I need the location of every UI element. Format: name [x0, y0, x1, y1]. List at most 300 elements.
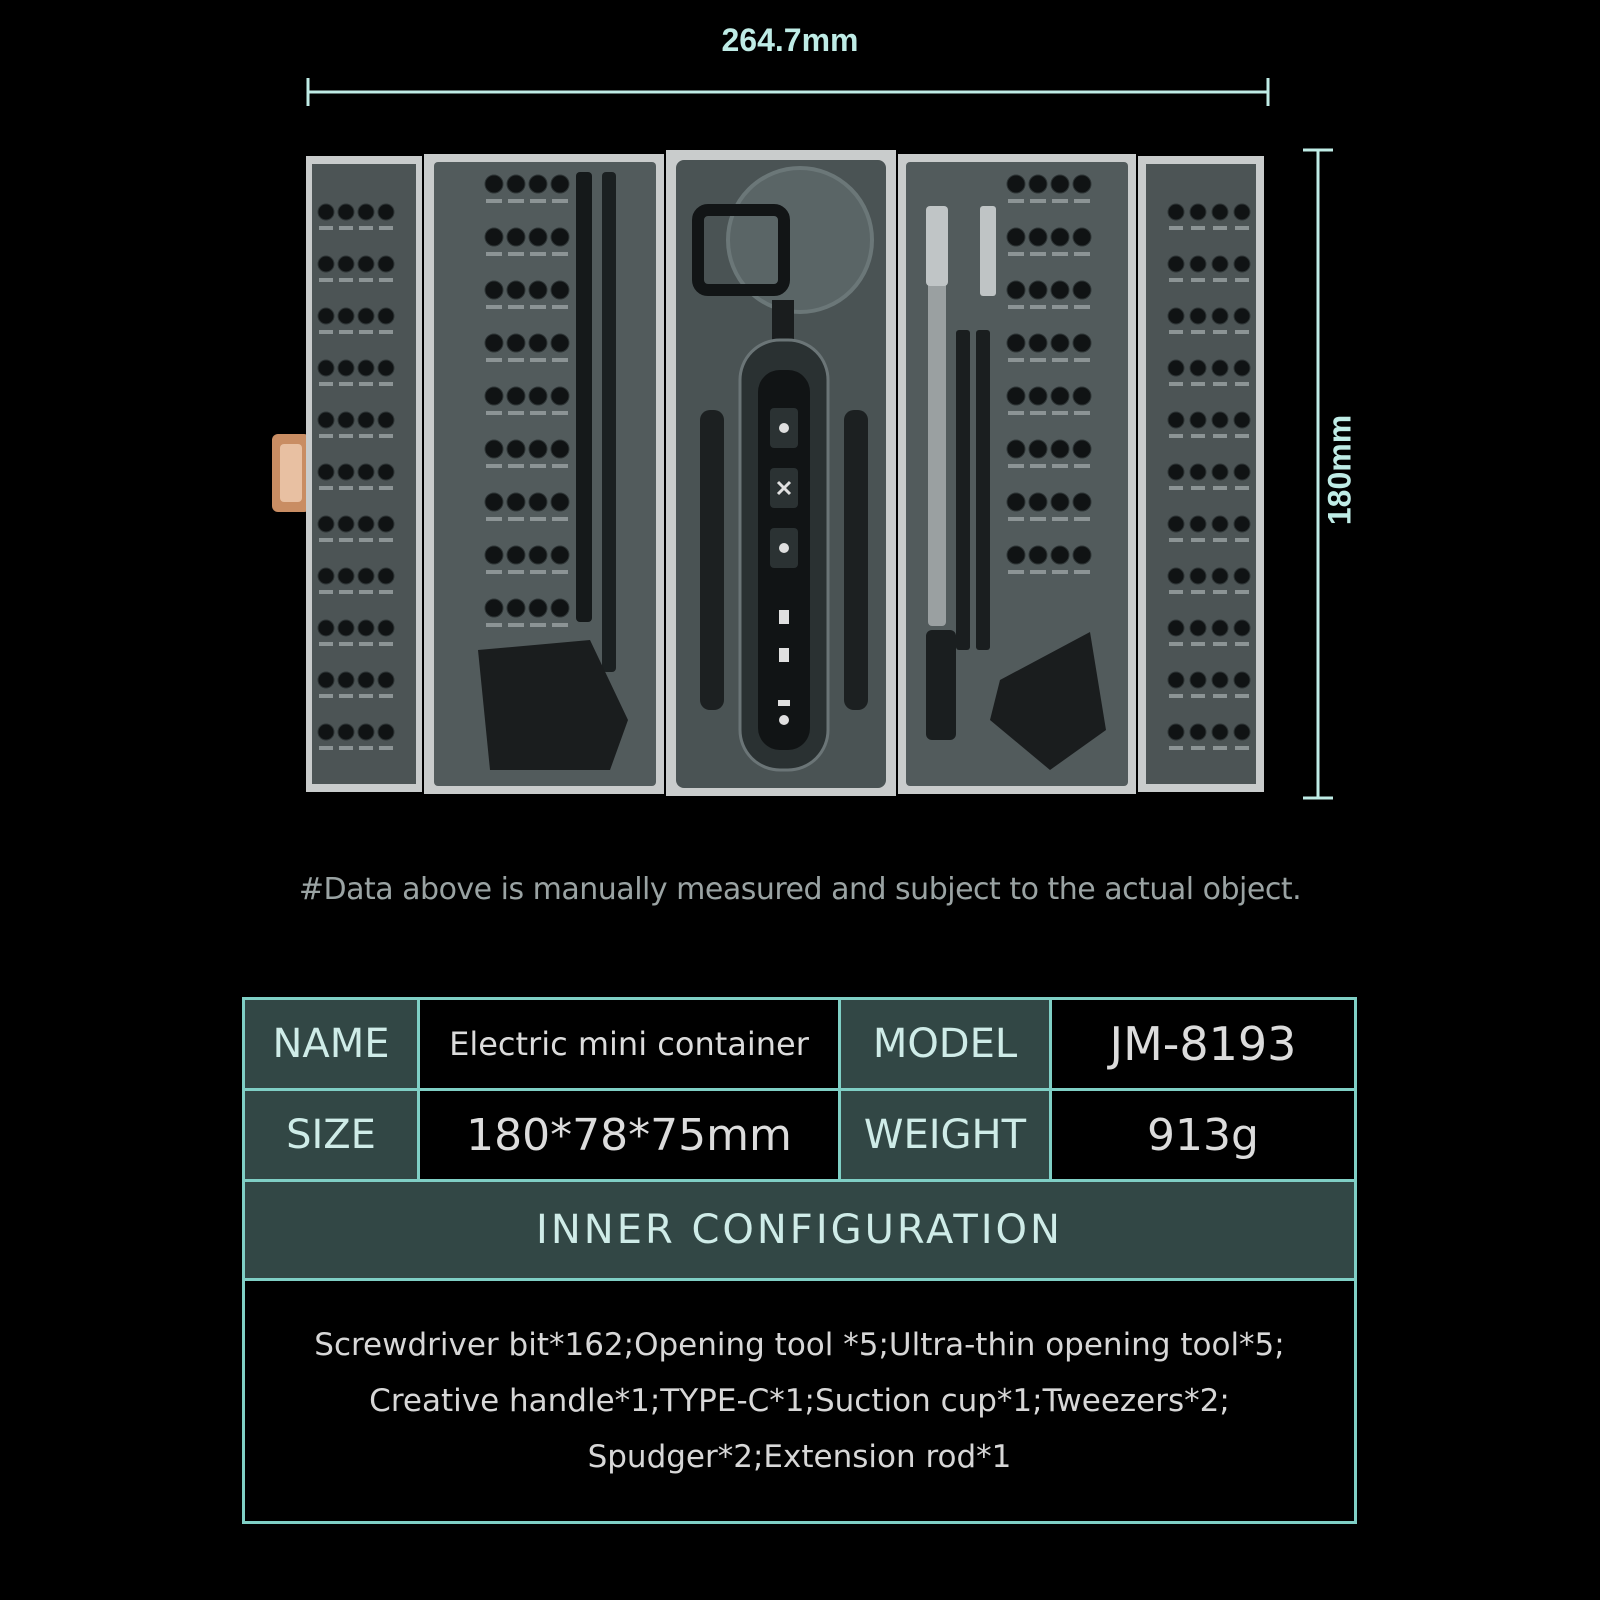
bit-marking — [530, 252, 546, 256]
screwdriver-bit — [1029, 228, 1047, 246]
bit-marking — [359, 642, 373, 646]
screwdriver-bit — [318, 204, 334, 220]
screwdriver-bit — [318, 516, 334, 532]
bit-marking — [339, 694, 353, 698]
screwdriver-bit — [1168, 724, 1184, 740]
bit-marking — [530, 623, 546, 627]
bit-marking — [1030, 411, 1046, 415]
screwdriver-bit — [1073, 175, 1091, 193]
bit-marking — [1052, 411, 1068, 415]
spec-row-size-weight — [244, 1090, 1356, 1181]
screwdriver-bit — [507, 599, 525, 617]
screwdriver-bit — [378, 308, 394, 324]
screwdriver-bit — [1190, 568, 1206, 584]
inner-config-line: Screwdriver bit*162;Opening tool *5;Ultra-thin opening tool*5; — [314, 1327, 1285, 1363]
center-handle-panel — [666, 150, 896, 796]
bit-marking — [1169, 330, 1183, 334]
bit-marking — [1052, 358, 1068, 362]
screwdriver-bit — [1168, 308, 1184, 324]
screwdriver-bit — [1051, 281, 1069, 299]
screwdriver-bit — [1029, 175, 1047, 193]
screwdriver-bit — [318, 568, 334, 584]
bit-marking — [319, 278, 333, 282]
bit-marking — [359, 590, 373, 594]
screwdriver-bit — [378, 568, 394, 584]
screwdriver-bit — [378, 464, 394, 480]
bit-marking — [1191, 330, 1205, 334]
size-label-cell: SIZE — [244, 1090, 419, 1181]
bit-marking — [1008, 199, 1024, 203]
screwdriver-bit — [338, 412, 354, 428]
latch-icon — [272, 434, 310, 512]
bit-marking — [552, 570, 568, 574]
bit-marking — [1008, 570, 1024, 574]
screwdriver-bit — [485, 599, 503, 617]
bit-marking — [1008, 464, 1024, 468]
screwdriver-bit — [1168, 412, 1184, 428]
screwdriver-bit — [1168, 464, 1184, 480]
bit-marking — [319, 486, 333, 490]
bit-marking — [1030, 305, 1046, 309]
bit-marking — [1191, 382, 1205, 386]
screwdriver-bit — [529, 175, 547, 193]
bit-marking — [530, 305, 546, 309]
bit-marking — [486, 305, 502, 309]
screwdriver-bit — [1168, 516, 1184, 532]
screwdriver-bit — [1007, 546, 1025, 564]
bit-marking — [379, 746, 393, 750]
screwdriver-bit — [1168, 568, 1184, 584]
screwdriver-bit — [378, 412, 394, 428]
bit-marking — [486, 570, 502, 574]
bit-marking — [1052, 570, 1068, 574]
bit-marking — [486, 623, 502, 627]
bit-marking — [530, 411, 546, 415]
screwdriver-bit — [1190, 256, 1206, 272]
screwdriver-bit — [1212, 568, 1228, 584]
screwdriver-bit — [551, 493, 569, 511]
bit-marking — [1213, 278, 1227, 282]
screwdriver-bit — [529, 493, 547, 511]
screwdriver-bit — [358, 672, 374, 688]
screwdriver-bit — [358, 256, 374, 272]
bit-marking — [1235, 746, 1249, 750]
screwdriver-bit — [358, 204, 374, 220]
screwdriver-bit — [1212, 724, 1228, 740]
size-value-cell: 180*78*75mm — [419, 1090, 840, 1181]
screwdriver-bit — [1234, 724, 1250, 740]
screwdriver-bit — [1234, 412, 1250, 428]
screwdriver-bit — [1073, 440, 1091, 458]
bit-marking — [530, 199, 546, 203]
screwdriver-bit — [1190, 516, 1206, 532]
inner-config-body-row — [244, 1280, 1356, 1523]
bit-marking — [486, 411, 502, 415]
bit-marking — [1213, 538, 1227, 542]
bit-marking — [379, 382, 393, 386]
screwdriver-bit — [1234, 620, 1250, 636]
bit-marking — [379, 694, 393, 698]
screwdriver-bit — [551, 281, 569, 299]
screwdriver-bit — [1073, 387, 1091, 405]
inner-config-line: Creative handle*1;TYPE-C*1;Suction cup*1;Tweezers*2; — [369, 1383, 1230, 1419]
bit-marking — [1235, 434, 1249, 438]
screwdriver-bit — [318, 620, 334, 636]
screwdriver-bit — [318, 672, 334, 688]
screwdriver-bit — [318, 360, 334, 376]
bit-marking — [1191, 590, 1205, 594]
bit-marking — [359, 330, 373, 334]
bit-marking — [1213, 226, 1227, 230]
screwdriver-bit — [551, 546, 569, 564]
screwdriver-bit — [1073, 281, 1091, 299]
bit-marking — [339, 746, 353, 750]
screwdriver-bit — [1190, 724, 1206, 740]
bit-marking — [552, 305, 568, 309]
bit-marking — [508, 411, 524, 415]
screwdriver-bit — [1029, 546, 1047, 564]
bit-marking — [1235, 694, 1249, 698]
bit-marking — [339, 226, 353, 230]
screwdriver-bit — [378, 620, 394, 636]
screwdriver-bit — [1212, 620, 1228, 636]
bit-marking — [1030, 252, 1046, 256]
screwdriver-bit — [378, 672, 394, 688]
right-main-panel — [898, 154, 1136, 794]
bit-marking — [1030, 358, 1046, 362]
bit-marking — [339, 538, 353, 542]
screwdriver-bit — [551, 175, 569, 193]
bit-marking — [552, 199, 568, 203]
bit-marking — [1191, 538, 1205, 542]
screwdriver-bit — [1051, 493, 1069, 511]
screwdriver-bit — [485, 334, 503, 352]
bit-marking — [508, 517, 524, 521]
bit-marking — [1235, 382, 1249, 386]
screwdriver-bit — [1168, 620, 1184, 636]
bit-marking — [1169, 642, 1183, 646]
bit-marking — [319, 538, 333, 542]
screwdriver-bit — [551, 599, 569, 617]
screwdriver-bit — [1212, 256, 1228, 272]
bit-marking — [1169, 382, 1183, 386]
bit-marking — [1030, 570, 1046, 574]
screwdriver-bit — [529, 546, 547, 564]
screwdriver-bit — [485, 493, 503, 511]
bit-marking — [1169, 538, 1183, 542]
bit-marking — [1052, 305, 1068, 309]
bit-marking — [1052, 517, 1068, 521]
bit-marking — [1191, 694, 1205, 698]
screwdriver-bit — [378, 256, 394, 272]
bit-marking — [339, 330, 353, 334]
screwdriver-bit — [1051, 546, 1069, 564]
bit-marking — [1191, 278, 1205, 282]
screwdriver-bit — [507, 175, 525, 193]
inner-config-title: INNER CONFIGURATION — [244, 1181, 1356, 1280]
screwdriver-bit — [485, 546, 503, 564]
screwdriver-bit — [338, 620, 354, 636]
screwdriver-bit — [1212, 516, 1228, 532]
screwdriver-bit — [338, 204, 354, 220]
model-value-cell: JM-8193 — [1051, 999, 1356, 1090]
bit-marking — [359, 746, 373, 750]
bit-marking — [1052, 464, 1068, 468]
bit-marking — [1213, 434, 1227, 438]
screwdriver-bit — [1051, 440, 1069, 458]
screwdriver-bit — [1212, 360, 1228, 376]
screwdriver-bit — [1051, 334, 1069, 352]
screwdriver-bit — [1212, 672, 1228, 688]
bit-marking — [508, 305, 524, 309]
screwdriver-bit — [338, 516, 354, 532]
screwdriver-bit — [1234, 464, 1250, 480]
screwdriver-bit — [529, 599, 547, 617]
bit-marking — [1074, 464, 1090, 468]
screwdriver-bit — [507, 387, 525, 405]
bit-marking — [1169, 590, 1183, 594]
screwdriver-bit — [1168, 256, 1184, 272]
screwdriver-bit — [1234, 308, 1250, 324]
bit-marking — [379, 538, 393, 542]
bit-marking — [530, 517, 546, 521]
left-bit-panel — [306, 156, 422, 792]
screwdriver-bit — [1190, 412, 1206, 428]
bit-marking — [1169, 694, 1183, 698]
bit-marking — [1008, 358, 1024, 362]
bit-marking — [359, 278, 373, 282]
bit-marking — [1191, 434, 1205, 438]
screwdriver-bit — [338, 360, 354, 376]
bit-marking — [1052, 252, 1068, 256]
height-dimension-label: 180mm — [1321, 414, 1358, 526]
model-label-cell: MODEL — [840, 999, 1051, 1090]
screwdriver-bit — [1007, 228, 1025, 246]
weight-label-cell: WEIGHT — [840, 1090, 1051, 1181]
screwdriver-bit — [338, 308, 354, 324]
measurement-note: #Data above is manually measured and subject to the actual object. — [298, 872, 1302, 907]
bit-marking — [1030, 199, 1046, 203]
bit-marking — [486, 517, 502, 521]
bit-marking — [359, 694, 373, 698]
screwdriver-bit — [485, 440, 503, 458]
screwdriver-bit — [1073, 334, 1091, 352]
screwdriver-bit — [1168, 204, 1184, 220]
bit-marking — [1213, 746, 1227, 750]
screwdriver-bit — [1212, 412, 1228, 428]
bit-marking — [1213, 382, 1227, 386]
screwdriver-bit — [1073, 546, 1091, 564]
bit-marking — [379, 590, 393, 594]
bit-marking — [1008, 252, 1024, 256]
weight-value-cell: 913g — [1051, 1090, 1356, 1181]
bit-marking — [1074, 252, 1090, 256]
screwdriver-bit — [378, 516, 394, 532]
bit-marking — [1074, 358, 1090, 362]
bit-marking — [339, 278, 353, 282]
inner-config-list — [244, 1280, 1356, 1523]
screwdriver-bit — [507, 440, 525, 458]
name-value-cell: Electric mini container — [419, 999, 840, 1090]
bit-marking — [339, 486, 353, 490]
screwdriver-bit — [1190, 464, 1206, 480]
screwdriver-bit — [1007, 175, 1025, 193]
bit-marking — [379, 226, 393, 230]
bit-marking — [552, 517, 568, 521]
bit-marking — [339, 642, 353, 646]
bit-marking — [359, 226, 373, 230]
screwdriver-bit — [1234, 516, 1250, 532]
screwdriver-bit — [1007, 493, 1025, 511]
screwdriver-bit — [485, 281, 503, 299]
bit-marking — [319, 226, 333, 230]
bit-marking — [1169, 226, 1183, 230]
screwdriver-bit — [1073, 228, 1091, 246]
screwdriver-bit — [1190, 672, 1206, 688]
bit-marking — [486, 358, 502, 362]
bit-marking — [1235, 330, 1249, 334]
bit-marking — [1169, 278, 1183, 282]
screwdriver-bit — [318, 412, 334, 428]
screwdriver-bit — [378, 204, 394, 220]
screwdriver-bit — [358, 568, 374, 584]
bit-marking — [379, 330, 393, 334]
screwdriver-bit — [1190, 360, 1206, 376]
screwdriver-bit — [1212, 464, 1228, 480]
bit-marking — [339, 590, 353, 594]
bit-marking — [379, 486, 393, 490]
bit-marking — [1169, 486, 1183, 490]
bit-marking — [1235, 226, 1249, 230]
bit-marking — [1030, 464, 1046, 468]
bit-marking — [359, 434, 373, 438]
screwdriver-bit — [1190, 204, 1206, 220]
screwdriver-bit — [1029, 334, 1047, 352]
bit-marking — [1235, 278, 1249, 282]
bit-marking — [552, 358, 568, 362]
bit-marking — [379, 642, 393, 646]
bit-marking — [508, 199, 524, 203]
bit-marking — [1074, 517, 1090, 521]
screwdriver-bit — [1234, 568, 1250, 584]
bit-marking — [1074, 570, 1090, 574]
screwdriver-bit — [318, 256, 334, 272]
screwdriver-bit — [1051, 228, 1069, 246]
screwdriver-bit — [485, 175, 503, 193]
screwdriver-bit — [358, 516, 374, 532]
screwdriver-bit — [507, 281, 525, 299]
screwdriver-bit — [1234, 672, 1250, 688]
screwdriver-bit — [358, 464, 374, 480]
screwdriver-bit — [507, 546, 525, 564]
screwdriver-bit — [358, 308, 374, 324]
bit-marking — [486, 464, 502, 468]
bit-marking — [508, 252, 524, 256]
screwdriver-bit — [1029, 281, 1047, 299]
bit-marking — [1191, 642, 1205, 646]
bit-marking — [1235, 642, 1249, 646]
screwdriver-bit — [1029, 440, 1047, 458]
screwdriver-bit — [1234, 256, 1250, 272]
screwdriver-bit — [485, 387, 503, 405]
bit-marking — [530, 464, 546, 468]
screwdriver-bit — [507, 228, 525, 246]
screwdriver-bit — [338, 568, 354, 584]
bit-marking — [508, 570, 524, 574]
bit-marking — [1213, 590, 1227, 594]
left-main-panel — [424, 154, 664, 794]
spec-table — [242, 997, 1357, 1524]
right-bit-panel — [1138, 156, 1264, 792]
bit-marking — [552, 252, 568, 256]
bit-marking — [508, 358, 524, 362]
screwdriver-bit — [358, 412, 374, 428]
bit-marking — [379, 434, 393, 438]
screwdriver-bit — [378, 724, 394, 740]
bit-marking — [1008, 517, 1024, 521]
screwdriver-bit — [318, 724, 334, 740]
screwdriver-bit — [1168, 360, 1184, 376]
screwdriver-bit — [1212, 308, 1228, 324]
screwdriver-bit — [1007, 387, 1025, 405]
bit-marking — [359, 486, 373, 490]
bit-marking — [1008, 411, 1024, 415]
screwdriver-bit — [1234, 204, 1250, 220]
width-dimension-line — [308, 78, 1268, 106]
bit-marking — [1213, 694, 1227, 698]
screwdriver-bit — [529, 440, 547, 458]
screwdriver-bit — [551, 440, 569, 458]
screwdriver-bit — [318, 308, 334, 324]
width-dimension-label: 264.7mm — [721, 22, 859, 58]
bit-marking — [319, 434, 333, 438]
screwdriver-bit — [1190, 308, 1206, 324]
bit-marking — [1008, 305, 1024, 309]
screwdriver-bit — [338, 464, 354, 480]
bit-marking — [319, 382, 333, 386]
bit-marking — [379, 278, 393, 282]
screwdriver-bit — [1190, 620, 1206, 636]
bit-marking — [552, 623, 568, 627]
bit-marking — [1169, 746, 1183, 750]
screwdriver-bit — [1051, 387, 1069, 405]
bit-marking — [1191, 746, 1205, 750]
bit-marking — [319, 746, 333, 750]
spec-row-name-model — [244, 999, 1356, 1090]
bit-marking — [1191, 486, 1205, 490]
screwdriver-bit — [1007, 334, 1025, 352]
screwdriver-bit — [1029, 387, 1047, 405]
screwdriver-bit — [358, 620, 374, 636]
bit-marking — [319, 330, 333, 334]
screwdriver-bit — [378, 360, 394, 376]
screwdriver-bit — [338, 256, 354, 272]
bit-marking — [1213, 330, 1227, 334]
bit-marking — [1235, 538, 1249, 542]
bit-marking — [1169, 434, 1183, 438]
inner-config-header-row — [244, 1181, 1356, 1280]
bit-marking — [1030, 517, 1046, 521]
bit-marking — [530, 570, 546, 574]
bit-marking — [1074, 199, 1090, 203]
bit-marking — [508, 623, 524, 627]
bit-marking — [339, 382, 353, 386]
height-dimension-line — [1303, 150, 1333, 798]
bit-marking — [1074, 305, 1090, 309]
bit-marking — [486, 252, 502, 256]
screwdriver-bit — [485, 228, 503, 246]
screwdriver-bit — [529, 334, 547, 352]
